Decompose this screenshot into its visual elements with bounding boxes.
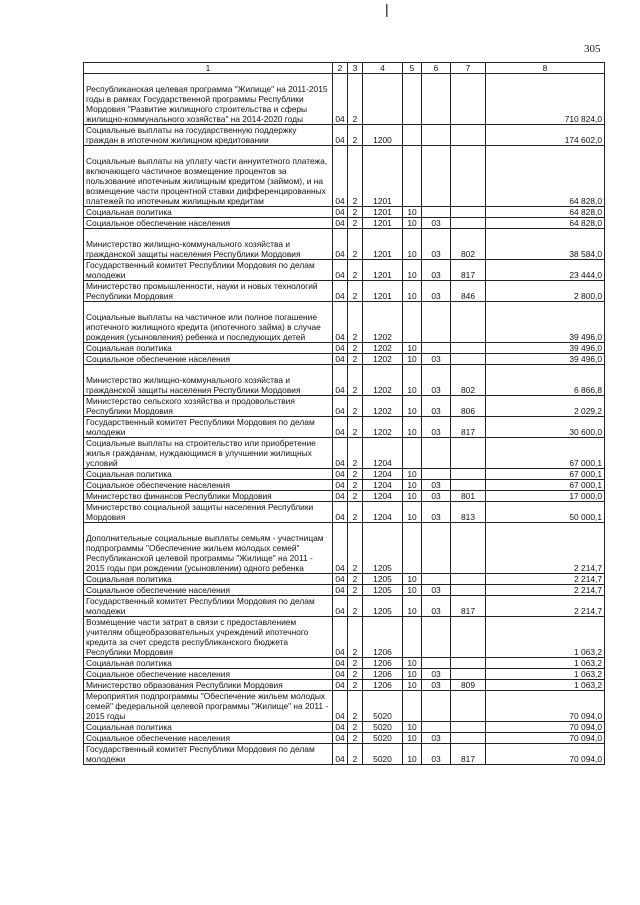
row-name: Министерство образования Республики Мордовия — [84, 680, 333, 691]
row-code-2: 04 — [333, 691, 348, 722]
table-row — [84, 469, 605, 480]
row-sum: 2 214,7 — [486, 523, 605, 574]
header-cell-7: 7 — [451, 63, 486, 74]
row-sum: 38 584,0 — [486, 229, 605, 260]
row-sum: 67 000,1 — [486, 480, 605, 491]
row-code-6: 03 — [422, 365, 451, 396]
row-sum: 1 063,2 — [486, 669, 605, 680]
row-sum: 64 828,0 — [486, 218, 605, 229]
row-code-5: 10 — [403, 417, 422, 438]
row-code-2: 04 — [333, 585, 348, 596]
row-code-4: 5020 — [363, 744, 403, 765]
row-code-6 — [422, 146, 451, 207]
row-sum: 17 000,0 — [486, 491, 605, 502]
row-code-3: 2 — [348, 574, 363, 585]
row-code-4: 5020 — [363, 733, 403, 744]
row-code-3: 2 — [348, 523, 363, 574]
row-sum: 23 444,0 — [486, 260, 605, 281]
row-sum: 50 000,1 — [486, 502, 605, 523]
row-code-2: 04 — [333, 396, 348, 417]
row-name: Республиканская целевая программа "Жилище" на 2011-2015 годы в рамках Государственной программы Республики Мордовия "Развитие жилищного строительства и сферы жилищно-коммунального хозяйства" на 2014-2020 годы — [84, 74, 333, 125]
row-code-2: 04 — [333, 343, 348, 354]
row-code-7 — [451, 523, 486, 574]
row-code-7: 802 — [451, 229, 486, 260]
row-code-4: 1202 — [363, 396, 403, 417]
row-name: Государственный комитет Республики Мордовия по делам молодежи — [84, 417, 333, 438]
header-cell-5: 5 — [403, 63, 422, 74]
row-code-3: 2 — [348, 691, 363, 722]
row-code-5 — [403, 691, 422, 722]
table-row — [84, 585, 605, 596]
row-code-7: 809 — [451, 680, 486, 691]
row-code-5: 10 — [403, 365, 422, 396]
row-code-7 — [451, 669, 486, 680]
row-code-6 — [422, 691, 451, 722]
row-name: Социальное обеспечение населения — [84, 733, 333, 744]
row-code-6 — [422, 617, 451, 658]
row-code-5: 10 — [403, 722, 422, 733]
row-code-7: 802 — [451, 365, 486, 396]
row-name: Министерство социальной защиты населения Республики Мордовия — [84, 502, 333, 523]
row-code-3: 2 — [348, 438, 363, 469]
row-code-2: 04 — [333, 438, 348, 469]
row-code-3: 2 — [348, 502, 363, 523]
row-name: Министерство жилищно-коммунального хозяйства и гражданской защиты населения Республики Мордовия — [84, 365, 333, 396]
row-code-6: 03 — [422, 502, 451, 523]
table-row — [84, 596, 605, 617]
row-code-7 — [451, 691, 486, 722]
row-code-5: 10 — [403, 207, 422, 218]
row-code-4 — [363, 74, 403, 125]
row-code-2: 04 — [333, 502, 348, 523]
row-code-2: 04 — [333, 281, 348, 302]
row-sum: 2 214,7 — [486, 596, 605, 617]
table-row — [84, 722, 605, 733]
row-code-2: 04 — [333, 617, 348, 658]
row-code-7 — [451, 438, 486, 469]
row-name: Социальные выплаты на государственную поддержку граждан в ипотечном жилищном кредитовании — [84, 125, 333, 146]
row-code-6 — [422, 302, 451, 343]
table-row — [84, 125, 605, 146]
row-sum: 64 828,0 — [486, 146, 605, 207]
page-number: 305 — [584, 43, 601, 55]
row-name: Социальная политика — [84, 658, 333, 669]
row-code-2: 04 — [333, 669, 348, 680]
row-code-7 — [451, 722, 486, 733]
table-row — [84, 365, 605, 396]
row-code-4: 1200 — [363, 125, 403, 146]
row-code-7 — [451, 218, 486, 229]
header-cell-8: 8 — [486, 63, 605, 74]
row-code-2: 04 — [333, 469, 348, 480]
row-code-6 — [422, 207, 451, 218]
row-code-4: 1201 — [363, 146, 403, 207]
row-code-6: 03 — [422, 218, 451, 229]
header-cell-2: 2 — [333, 63, 348, 74]
row-sum: 2 029,2 — [486, 396, 605, 417]
table-row — [84, 229, 605, 260]
row-code-4: 5020 — [363, 691, 403, 722]
table-row — [84, 502, 605, 523]
row-code-4: 1206 — [363, 680, 403, 691]
row-code-4: 1206 — [363, 669, 403, 680]
row-code-4: 1204 — [363, 469, 403, 480]
table-row — [84, 491, 605, 502]
row-code-6: 03 — [422, 733, 451, 744]
row-code-4: 5020 — [363, 722, 403, 733]
row-code-7 — [451, 343, 486, 354]
table-row — [84, 744, 605, 765]
row-code-4: 1204 — [363, 502, 403, 523]
row-code-5: 10 — [403, 480, 422, 491]
header-cell-3: 3 — [348, 63, 363, 74]
row-name: Социальная политика — [84, 722, 333, 733]
row-code-4: 1201 — [363, 218, 403, 229]
row-code-4: 1206 — [363, 617, 403, 658]
row-code-5: 10 — [403, 502, 422, 523]
table-body — [84, 74, 605, 765]
row-code-3: 2 — [348, 722, 363, 733]
row-sum: 2 800,0 — [486, 281, 605, 302]
table-row — [84, 396, 605, 417]
row-code-3: 2 — [348, 669, 363, 680]
table-row — [84, 207, 605, 218]
row-code-4: 1202 — [363, 417, 403, 438]
row-code-5: 10 — [403, 669, 422, 680]
row-code-3: 2 — [348, 260, 363, 281]
table-row — [84, 354, 605, 365]
row-code-2: 04 — [333, 229, 348, 260]
row-sum: 710 824,0 — [486, 74, 605, 125]
row-name: Социальное обеспечение населения — [84, 669, 333, 680]
row-code-3: 2 — [348, 207, 363, 218]
row-code-5: 10 — [403, 469, 422, 480]
row-name: Государственный комитет Республики Мордовия по делам молодежи — [84, 596, 333, 617]
row-code-4: 1202 — [363, 354, 403, 365]
row-code-7 — [451, 585, 486, 596]
row-sum: 70 094,0 — [486, 733, 605, 744]
row-code-3: 2 — [348, 733, 363, 744]
row-code-6: 03 — [422, 680, 451, 691]
row-code-7: 817 — [451, 596, 486, 617]
row-code-7: 801 — [451, 491, 486, 502]
row-code-5 — [403, 146, 422, 207]
row-code-7: 817 — [451, 744, 486, 765]
row-code-3: 2 — [348, 417, 363, 438]
row-code-7 — [451, 617, 486, 658]
row-code-3: 2 — [348, 229, 363, 260]
row-name: Социальная политика — [84, 469, 333, 480]
row-code-6: 03 — [422, 585, 451, 596]
row-code-6 — [422, 574, 451, 585]
row-code-3: 2 — [348, 596, 363, 617]
row-name: Социальные выплаты на частичное или полное погашение ипотечного жилищного кредита (ипотечного займа) в случае рождения (усыновления) ребенка и последующих детей — [84, 302, 333, 343]
row-name: Мероприятия подпрограммы "Обеспечение жильем молодых семей" федеральной целевой программы "Жилище" на 2011 - 2015 годы — [84, 691, 333, 722]
table-row — [84, 680, 605, 691]
row-code-4: 1201 — [363, 281, 403, 302]
row-code-6: 03 — [422, 491, 451, 502]
row-code-5 — [403, 523, 422, 574]
row-code-5: 10 — [403, 260, 422, 281]
row-code-4: 1205 — [363, 574, 403, 585]
row-name: Государственный комитет Республики Мордовия по делам молодежи — [84, 744, 333, 765]
row-code-2: 04 — [333, 417, 348, 438]
row-code-2: 04 — [333, 218, 348, 229]
row-code-2: 04 — [333, 146, 348, 207]
row-code-5: 10 — [403, 491, 422, 502]
table-row — [84, 218, 605, 229]
row-name: Возмещение части затрат в связи с предоставлением учителям общеобразовательных учреждений ипотечного кредита за счет средств республиканского бюджета Республики Мордовия — [84, 617, 333, 658]
row-name: Государственный комитет Республики Мордовия по делам молодежи — [84, 260, 333, 281]
row-sum: 1 063,2 — [486, 617, 605, 658]
row-code-7 — [451, 658, 486, 669]
row-sum: 70 094,0 — [486, 691, 605, 722]
row-code-4: 1201 — [363, 229, 403, 260]
table-row — [84, 574, 605, 585]
row-code-6 — [422, 343, 451, 354]
row-name: Дополнительные социальные выплаты семьям - участницам подпрограммы "Обеспечение жильем молодых семей" Республиканской целевой программы "Жилище" на 2011 - 2015 годы при рождении (усыновлении) одного ребенка — [84, 523, 333, 574]
row-code-5 — [403, 74, 422, 125]
header-cell-1: 1 — [84, 63, 333, 74]
row-code-3: 2 — [348, 680, 363, 691]
row-code-7 — [451, 733, 486, 744]
row-code-5 — [403, 438, 422, 469]
row-sum: 64 828,0 — [486, 207, 605, 218]
row-code-7: 813 — [451, 502, 486, 523]
row-name: Социальное обеспечение населения — [84, 218, 333, 229]
row-code-7: 846 — [451, 281, 486, 302]
row-code-6: 03 — [422, 480, 451, 491]
row-code-3: 2 — [348, 343, 363, 354]
row-name: Министерство промышленности, науки и новых технологий Республики Мордовия — [84, 281, 333, 302]
row-code-6: 03 — [422, 260, 451, 281]
row-code-6: 03 — [422, 669, 451, 680]
row-code-3: 2 — [348, 585, 363, 596]
table-header-row — [84, 63, 605, 74]
table-row — [84, 260, 605, 281]
row-code-4: 1201 — [363, 207, 403, 218]
scan-mark: | — [385, 1, 389, 17]
row-code-7: 817 — [451, 260, 486, 281]
row-code-7 — [451, 74, 486, 125]
row-code-2: 04 — [333, 733, 348, 744]
row-code-4: 1202 — [363, 343, 403, 354]
row-code-5: 10 — [403, 396, 422, 417]
row-code-6 — [422, 658, 451, 669]
row-code-2: 04 — [333, 491, 348, 502]
row-code-6: 03 — [422, 396, 451, 417]
row-sum: 39 496,0 — [486, 343, 605, 354]
row-code-5: 10 — [403, 574, 422, 585]
row-name: Министерство сельского хозяйства и продовольствия Республики Мордовия — [84, 396, 333, 417]
row-code-6: 03 — [422, 229, 451, 260]
row-code-2: 04 — [333, 74, 348, 125]
row-code-3: 2 — [348, 302, 363, 343]
row-sum: 30 600,0 — [486, 417, 605, 438]
row-code-6: 03 — [422, 281, 451, 302]
row-code-2: 04 — [333, 680, 348, 691]
row-name: Министерство финансов Республики Мордовия — [84, 491, 333, 502]
row-code-5: 10 — [403, 354, 422, 365]
table-row — [84, 438, 605, 469]
row-sum: 6 866,8 — [486, 365, 605, 396]
row-code-6 — [422, 438, 451, 469]
row-name: Социальное обеспечение населения — [84, 354, 333, 365]
table-row — [84, 146, 605, 207]
row-code-5: 10 — [403, 658, 422, 669]
table-row — [84, 669, 605, 680]
row-code-2: 04 — [333, 207, 348, 218]
row-code-2: 04 — [333, 260, 348, 281]
table-row — [84, 733, 605, 744]
row-code-4: 1202 — [363, 365, 403, 396]
row-code-5 — [403, 125, 422, 146]
table-row — [84, 523, 605, 574]
row-code-6: 03 — [422, 744, 451, 765]
row-code-5: 10 — [403, 585, 422, 596]
row-code-3: 2 — [348, 744, 363, 765]
row-code-3: 2 — [348, 354, 363, 365]
row-code-3: 2 — [348, 146, 363, 207]
header-cell-4: 4 — [363, 63, 403, 74]
row-sum: 70 094,0 — [486, 744, 605, 765]
row-code-2: 04 — [333, 523, 348, 574]
row-code-6 — [422, 74, 451, 125]
row-code-7 — [451, 125, 486, 146]
row-name: Министерство жилищно-коммунального хозяйства и гражданской защиты населения Республики Мордовия — [84, 229, 333, 260]
row-code-5: 10 — [403, 680, 422, 691]
row-code-4: 1206 — [363, 658, 403, 669]
row-code-3: 2 — [348, 396, 363, 417]
row-code-5: 10 — [403, 281, 422, 302]
table-row — [84, 74, 605, 125]
table-row — [84, 417, 605, 438]
row-code-3: 2 — [348, 491, 363, 502]
row-code-2: 04 — [333, 302, 348, 343]
row-sum: 39 496,0 — [486, 354, 605, 365]
row-code-7: 817 — [451, 417, 486, 438]
row-name: Социальные выплаты на строительство или приобретение жилья гражданам, нуждающимся в улучшении жилищных условий — [84, 438, 333, 469]
row-code-4: 1205 — [363, 523, 403, 574]
row-code-2: 04 — [333, 125, 348, 146]
row-code-6 — [422, 523, 451, 574]
row-sum: 67 000,1 — [486, 438, 605, 469]
row-code-7 — [451, 480, 486, 491]
row-code-5: 10 — [403, 733, 422, 744]
header-cell-6: 6 — [422, 63, 451, 74]
row-code-7 — [451, 207, 486, 218]
row-code-3: 2 — [348, 125, 363, 146]
row-code-4: 1205 — [363, 585, 403, 596]
row-code-3: 2 — [348, 74, 363, 125]
row-code-3: 2 — [348, 480, 363, 491]
row-sum: 1 063,2 — [486, 658, 605, 669]
row-name: Социальная политика — [84, 207, 333, 218]
row-code-7 — [451, 146, 486, 207]
table-row — [84, 281, 605, 302]
row-code-2: 04 — [333, 354, 348, 365]
row-code-7 — [451, 354, 486, 365]
row-code-3: 2 — [348, 658, 363, 669]
row-code-7 — [451, 469, 486, 480]
row-code-4: 1204 — [363, 438, 403, 469]
table-row — [84, 480, 605, 491]
row-code-2: 04 — [333, 596, 348, 617]
table-row — [84, 617, 605, 658]
row-code-4: 1202 — [363, 302, 403, 343]
row-code-4: 1201 — [363, 260, 403, 281]
row-sum: 70 094,0 — [486, 722, 605, 733]
row-sum: 1 063,2 — [486, 680, 605, 691]
budget-table — [83, 62, 605, 765]
row-code-2: 04 — [333, 365, 348, 396]
row-code-2: 04 — [333, 574, 348, 585]
table-row — [84, 302, 605, 343]
row-code-3: 2 — [348, 281, 363, 302]
row-code-5 — [403, 617, 422, 658]
row-code-2: 04 — [333, 744, 348, 765]
row-sum: 39 496,0 — [486, 302, 605, 343]
row-code-7 — [451, 574, 486, 585]
row-name: Социальные выплаты на уплату части аннуитетного платежа, включающего частичное возмещение процентов за пользование ипотечным жилищным кредитом (займом), и на возмещение части процентной ставки дифференцированных платежей по ипотечным жилищным кредитам — [84, 146, 333, 207]
row-code-6 — [422, 125, 451, 146]
row-code-5 — [403, 302, 422, 343]
row-code-3: 2 — [348, 365, 363, 396]
row-code-5: 10 — [403, 744, 422, 765]
row-name: Социальное обеспечение населения — [84, 585, 333, 596]
table-row — [84, 658, 605, 669]
row-code-5: 10 — [403, 218, 422, 229]
row-name: Социальная политика — [84, 574, 333, 585]
row-code-2: 04 — [333, 658, 348, 669]
table-row — [84, 343, 605, 354]
row-name: Социальное обеспечение населения — [84, 480, 333, 491]
row-code-5: 10 — [403, 343, 422, 354]
table-row — [84, 691, 605, 722]
row-name: Социальная политика — [84, 343, 333, 354]
row-code-3: 2 — [348, 469, 363, 480]
row-code-6: 03 — [422, 354, 451, 365]
row-code-7 — [451, 302, 486, 343]
row-code-2: 04 — [333, 722, 348, 733]
row-code-2: 04 — [333, 480, 348, 491]
row-code-3: 2 — [348, 617, 363, 658]
row-code-6: 03 — [422, 417, 451, 438]
row-code-4: 1204 — [363, 491, 403, 502]
row-code-3: 2 — [348, 218, 363, 229]
row-code-5: 10 — [403, 229, 422, 260]
row-code-6: 03 — [422, 596, 451, 617]
row-sum: 2 214,7 — [486, 585, 605, 596]
row-code-4: 1205 — [363, 596, 403, 617]
row-code-7: 806 — [451, 396, 486, 417]
row-code-6 — [422, 469, 451, 480]
row-sum: 67 000,1 — [486, 469, 605, 480]
row-code-5: 10 — [403, 596, 422, 617]
row-sum: 2 214,7 — [486, 574, 605, 585]
row-sum: 174 602,0 — [486, 125, 605, 146]
row-code-4: 1204 — [363, 480, 403, 491]
row-code-6 — [422, 722, 451, 733]
